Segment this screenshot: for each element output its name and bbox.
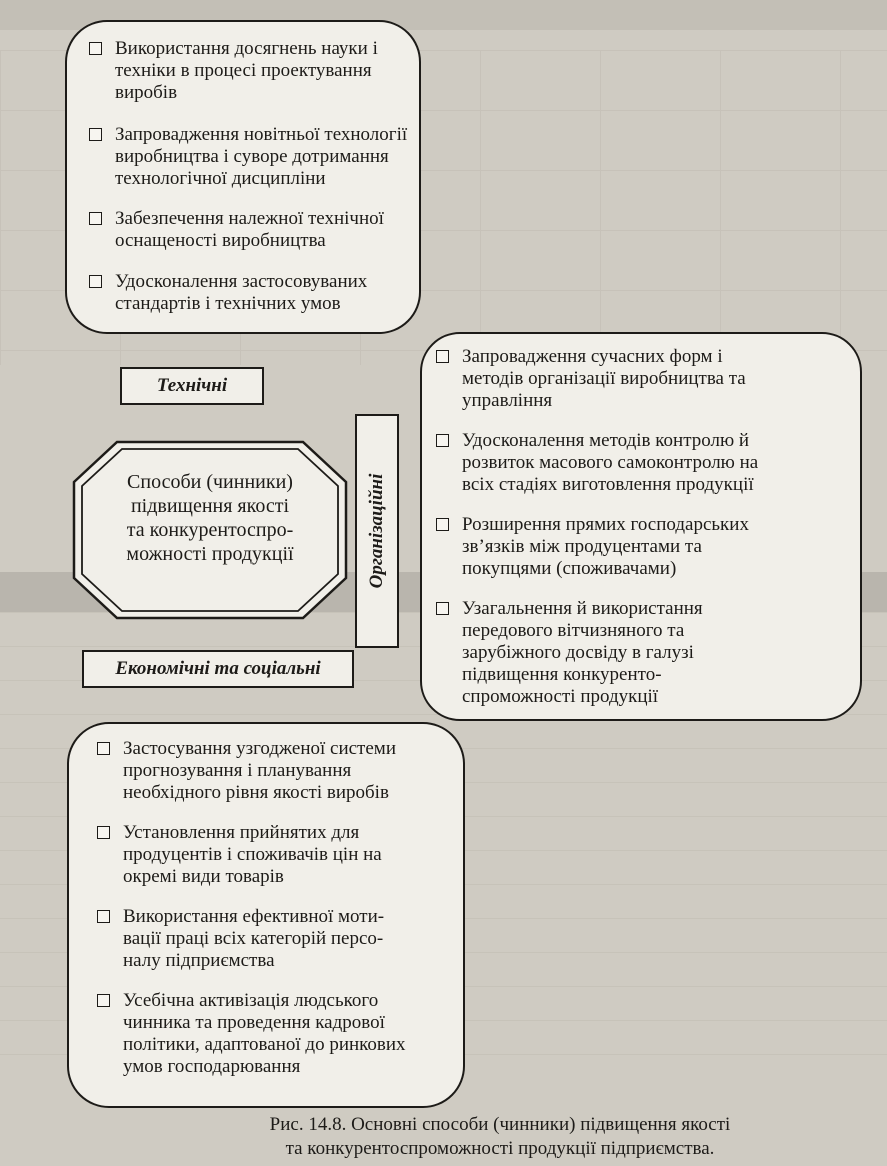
organizational-item-3: Розширення прямих господарських зв’язків між продуцентами та покупцями (споживачами) <box>436 514 749 580</box>
economic-item-4: Усебічна активізація людського чинника та проведення кадрової політики, адаптованої до ринкових умов господарювання <box>97 990 406 1078</box>
technical-label: Технічні <box>120 367 264 405</box>
economic-item-2: Установлення прийнятих для продуцентів і споживачів цін на окремі види товарів <box>97 822 382 888</box>
central-title: Способи (чинники) підвищення якості та конкурентоспро- можності продукції <box>126 471 294 565</box>
technical-item-4: Удосконалення застосовуваних стандартів і технічних умов <box>89 271 367 315</box>
checkbox-bullet-icon <box>89 128 102 141</box>
organizational-item-1: Запровадження сучасних форм і методів організації виробництва та управління <box>436 346 746 412</box>
checkbox-bullet-icon <box>436 518 449 531</box>
economic-social-label: Економічні та соціальні <box>82 650 354 688</box>
technical-item-1: Використання досягнень науки і техніки в процесі проектування виробів <box>89 38 378 104</box>
checkbox-bullet-icon <box>97 910 110 923</box>
organizational-factors-panel <box>420 332 862 721</box>
figure-caption: Рис. 14.8. Основні способи (чинники) підвищення якості та конкурентоспроможності продукції підприємства. <box>269 1114 731 1159</box>
technical-item-3: Забезпечення належної технічної оснащеності виробництва <box>89 208 384 252</box>
checkbox-bullet-icon <box>97 826 110 839</box>
checkbox-bullet-icon <box>436 350 449 363</box>
checkbox-bullet-icon <box>97 994 110 1007</box>
economic-item-1: Застосування узгодженої системи прогнозування і планування необхідного рівня якості виробів <box>97 738 396 804</box>
economic-social-factors-panel <box>67 722 465 1108</box>
checkbox-bullet-icon <box>436 434 449 447</box>
organizational-item-2: Удосконалення методів контролю й розвиток масового самоконтролю на всіх стадіях виготовлення продукції <box>436 430 758 496</box>
checkbox-bullet-icon <box>436 602 449 615</box>
checkbox-bullet-icon <box>89 275 102 288</box>
organizational-label: Організаційні <box>355 414 399 648</box>
central-factors-octagon <box>72 440 348 620</box>
technical-item-2: Запровадження новітньої технології виробництва і суворе дотримання технологічної дисципліни <box>89 124 407 190</box>
checkbox-bullet-icon <box>89 42 102 55</box>
organizational-item-4: Узагальнення й використання передового вітчизняного та зарубіжного досвіду в галузі підвищення конкуренто- спроможності продукції <box>436 598 703 708</box>
checkbox-bullet-icon <box>89 212 102 225</box>
economic-item-3: Використання ефективної моти- вації праці всіх категорій персо- налу підприємства <box>97 906 384 972</box>
checkbox-bullet-icon <box>97 742 110 755</box>
technical-factors-panel <box>65 20 421 334</box>
